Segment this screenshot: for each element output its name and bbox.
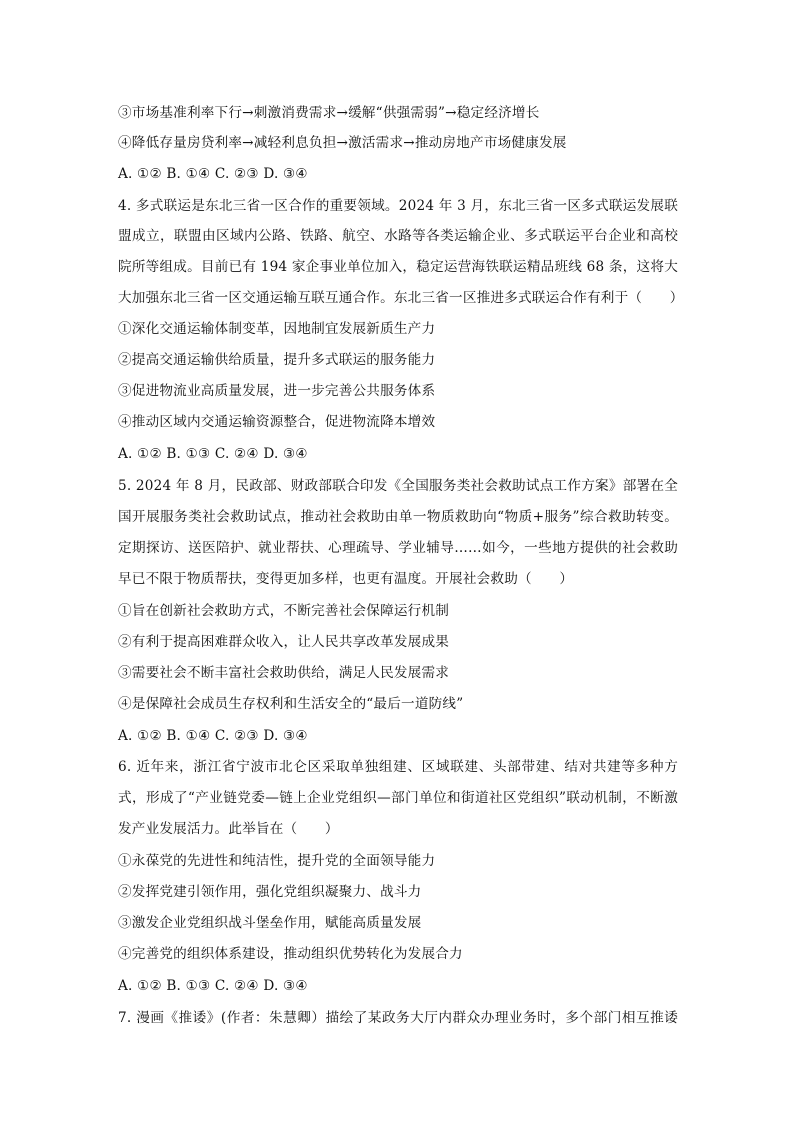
q6-option-1: ①永葆党的先进性和纯洁性，提升党的全面领导能力 [118, 853, 436, 869]
q5-option-4: ④是保障社会成员生存权利和生活安全的“最后一道防线” [118, 696, 464, 712]
q4-stem-line-4: 大加强东北三省一区交通运输互联互通合作。东北三省一区推进多式联运合作有利于（ ） [118, 290, 684, 306]
q5-stem-line-3: 定期探访、送医陪护、就业帮扶、心理疏导、学业辅导……如今，一些地方提供的社会救助 [118, 540, 678, 556]
q3-answer-choices: A. ①② B. ①④ C. ②③ D. ③④ [118, 166, 308, 182]
q3-option-3: ③市场基准利率下行→刺激消费需求→缓解“供强需弱”→稳定经济增长 [118, 105, 540, 121]
q5-stem-line-2: 国开展服务类社会救助试点，推动社会救助由单一物质救助向“物质+服务”综合救助转变。 [118, 509, 678, 525]
q4-stem-line-2: 盟成立，联盟由区域内公路、铁路、航空、水路等各类运输企业、多式联运平台企业和高校 [118, 228, 678, 244]
q6-stem-line-2: 式，形成了“产业链党委—链上企业党组织—部门单位和街道社区党组织”联动机制，不断激 [118, 790, 678, 806]
q4-stem-line-3: 院所等组成。目前已有 194 家企事业单位加入，稳定运营海铁联运精品班线 68 条，这将大 [118, 259, 678, 275]
q6-stem-line-1: 6. 近年来，浙江省宁波市北仑区采取单独组建、区域联建、头部带建、结对共建等多种方 [118, 759, 678, 775]
q6-answer-choices: A. ①② B. ①③ C. ②④ D. ③④ [118, 978, 308, 994]
q4-option-3: ③促进物流业高质量发展，进一步完善公共服务体系 [118, 383, 436, 399]
q4-option-1: ①深化交通运输体制变革，因地制宜发展新质生产力 [118, 321, 436, 337]
q3-option-4: ④降低存量房贷利率→减轻利息负担→激活需求→推动房地产市场健康发展 [118, 135, 567, 151]
q5-option-3: ③需要社会不断丰富社会救助供给，满足人民发展需求 [118, 665, 450, 681]
q5-stem-line-4: 早已不限于物质帮扶，变得更加多样，也更有温度。开展社会救助（ ） [118, 571, 574, 587]
q4-option-2: ②提高交通运输供给质量，提升多式联运的服务能力 [118, 352, 436, 368]
q5-option-2: ②有利于提高困难群众收入，让人民共享改革发展成果 [118, 634, 450, 650]
q7-stem-line-1: 7. 漫画《推诿》(作者：朱慧卿）描绘了某政务大厅内群众办理业务时，多个部门相互推诿 [118, 1010, 678, 1026]
q5-answer-choices: A. ①② B. ①④ C. ②③ D. ③④ [118, 728, 308, 744]
q6-option-3: ③激发企业党组织战斗堡垒作用，赋能高质量发展 [118, 915, 422, 931]
q4-stem-line-1: 4. 多式联运是东北三省一区合作的重要领域。2024 年 3 月，东北三省一区多式联运发展联 [118, 198, 678, 214]
q4-option-4: ④推动区域内交通运输资源整合，促进物流降本增效 [118, 414, 436, 430]
q6-option-4: ④完善党的组织体系建设，推动组织优势转化为发展合力 [118, 946, 463, 962]
q5-stem-line-1: 5. 2024 年 8 月，民政部、财政部联合印发《全国服务类社会救助试点工作方案》部署在全 [118, 478, 678, 494]
q4-answer-choices: A. ①② B. ①③ C. ②④ D. ③④ [118, 446, 308, 462]
q6-option-2: ②发挥党建引领作用，强化党组织凝聚力、战斗力 [118, 884, 422, 900]
q5-option-1: ①旨在创新社会救助方式，不断完善社会保障运行机制 [118, 603, 450, 619]
q6-stem-line-3: 发产业发展活力。此举旨在（ ） [118, 821, 339, 837]
